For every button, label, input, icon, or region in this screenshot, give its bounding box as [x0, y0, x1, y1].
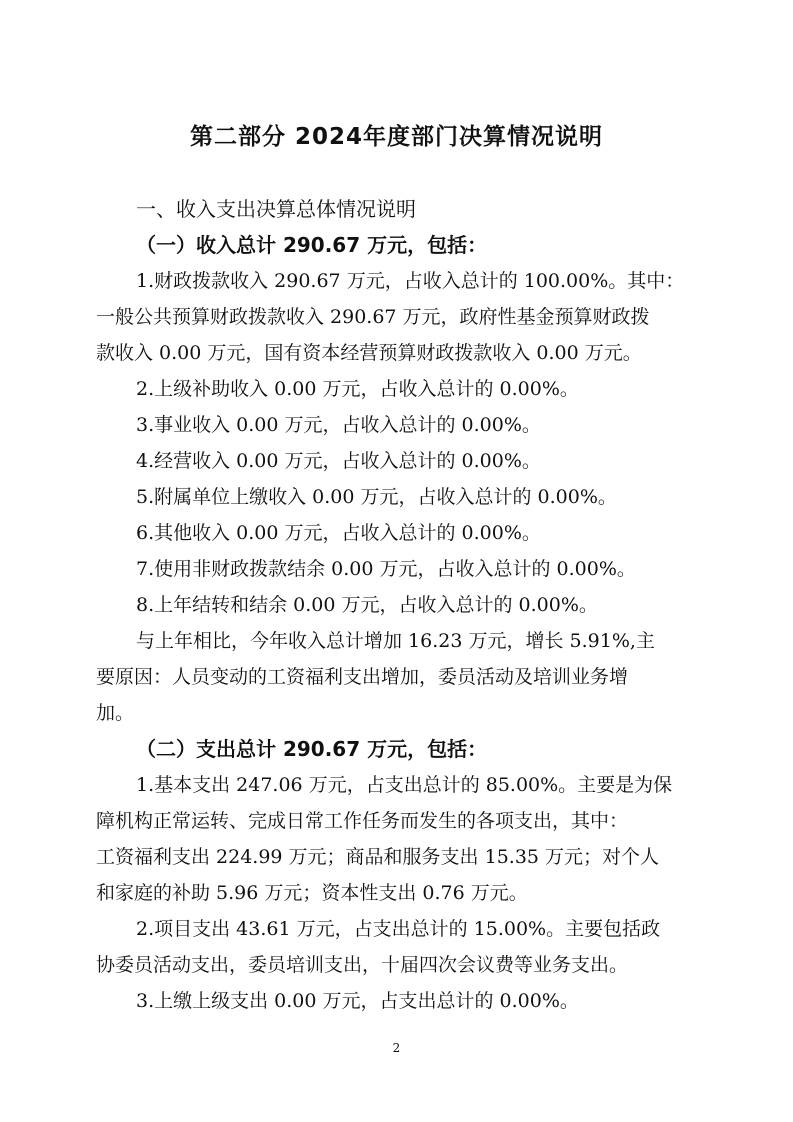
- section-heading-overview: 一、收入支出决算总体情况说明: [136, 197, 416, 221]
- expense-item-1-line-3: 工资福利支出 224.99 万元；商品和服务支出 15.35 万元；对个人: [96, 846, 660, 868]
- expense-item-3: 3.上缴上级支出 0.00 万元，占支出总计的 0.00%。: [136, 990, 579, 1012]
- expense-item-1-line-4: 和家庭的补助 5.96 万元；资本性支出 0.76 万元。: [96, 882, 528, 904]
- expense-item-2-line-2: 协委员活动支出，委员培训支出，十届四次会议费等业务支出。: [96, 954, 629, 976]
- income-compare-line-3: 加。: [96, 702, 135, 724]
- income-item-4: 4.经营收入 0.00 万元，占收入总计的 0.00%。: [136, 450, 541, 472]
- income-item-8: 8.上年结转和结余 0.00 万元，占收入总计的 0.00%。: [136, 594, 598, 616]
- income-item-5: 5.附属单位上缴收入 0.00 万元，占收入总计的 0.00%。: [136, 486, 617, 508]
- income-item-6: 6.其他收入 0.00 万元，占收入总计的 0.00%。: [136, 522, 541, 544]
- page-title: 第二部分 2024年度部门决算情况说明: [189, 124, 604, 150]
- income-item-1-line-1: 1.财政拨款收入 290.67 万元，占收入总计的 100.00%。其中：: [136, 270, 685, 292]
- income-item-2: 2.上级补助收入 0.00 万元，占收入总计的 0.00%。: [136, 378, 579, 400]
- expense-item-2-line-1: 2.项目支出 43.61 万元，占支出总计的 15.00%。主要包括政: [136, 918, 661, 940]
- income-item-3: 3.事业收入 0.00 万元，占收入总计的 0.00%。: [136, 414, 541, 436]
- income-compare-line-1: 与上年相比，今年收入总计增加 16.23 万元，增长 5.91%,主: [136, 630, 655, 652]
- income-item-1-line-2: 一般公共预算财政拨款收入 290.67 万元，政府性基金预算财政拨: [96, 306, 650, 328]
- income-compare-line-2: 要原因：人员变动的工资福利支出增加，委员活动及培训业务增: [96, 666, 629, 688]
- income-item-7: 7.使用非财政拨款结余 0.00 万元，占收入总计的 0.00%。: [136, 558, 636, 580]
- expense-item-1-line-1: 1.基本支出 247.06 万元，占支出总计的 85.00%。主要是为保: [136, 774, 673, 796]
- document-body: [96, 191, 708, 1019]
- page-number: 2: [392, 1041, 401, 1055]
- expense-heading: （二）支出总计 290.67 万元，包括：: [136, 737, 488, 761]
- expense-item-1-line-2: 障机构正常运转、完成日常工作任务而发生的各项支出，其中：: [96, 810, 629, 832]
- income-item-1-line-3: 款收入 0.00 万元，国有资本经营预算财政拨款收入 0.00 万元。: [96, 342, 642, 364]
- income-heading: （一）收入总计 290.67 万元，包括：: [136, 233, 488, 257]
